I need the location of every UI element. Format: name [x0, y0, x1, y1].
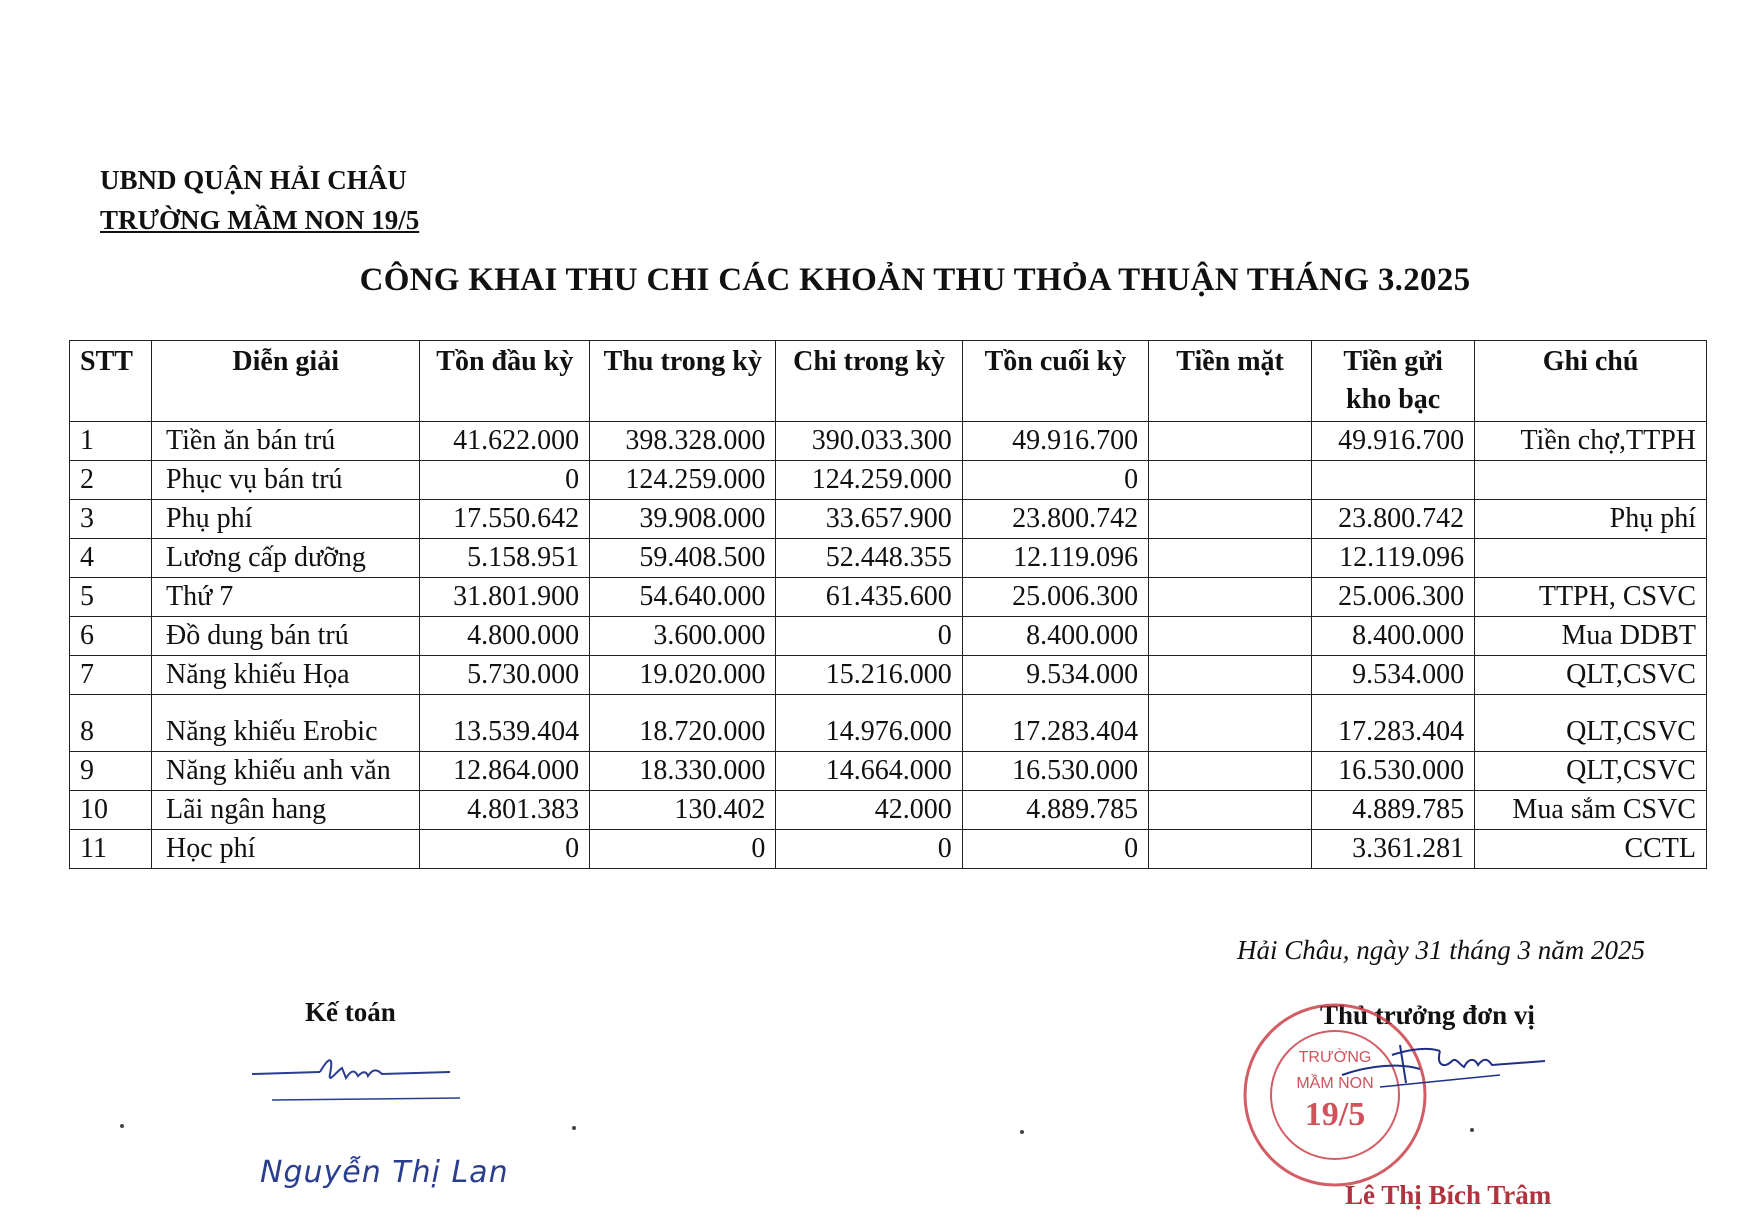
chief-title: Thủ trưởng đơn vị — [1320, 1000, 1535, 1030]
row-description-cell: Đồ dung bán trú — [152, 617, 420, 656]
receipts-cell: 18.330.000 — [590, 752, 776, 791]
note-cell: Mua DDBT — [1475, 617, 1707, 656]
school-name: TRƯỜNG MẦM NON 19/5 — [100, 205, 420, 235]
closing-balance-cell: 12.119.096 — [962, 539, 1148, 578]
closing-balance-cell: 0 — [962, 461, 1148, 500]
cash-cell — [1149, 830, 1312, 869]
row-index-cell: 8 — [70, 695, 152, 752]
note-cell: Phụ phí — [1475, 500, 1707, 539]
expenses-cell: 61.435.600 — [776, 578, 962, 617]
closing-balance-cell: 17.283.404 — [962, 695, 1148, 752]
receipts-cell: 59.408.500 — [590, 539, 776, 578]
receipts-cell: 18.720.000 — [590, 695, 776, 752]
cash-cell — [1149, 461, 1312, 500]
receipts-cell: 19.020.000 — [590, 656, 776, 695]
header-opening-balance: Tồn đầu kỳ — [420, 341, 590, 422]
table-row — [70, 791, 1707, 830]
opening-balance-cell: 13.539.404 — [420, 695, 590, 752]
opening-balance-cell: 12.864.000 — [420, 752, 590, 791]
closing-balance-cell: 9.534.000 — [962, 656, 1148, 695]
cash-cell — [1149, 539, 1312, 578]
row-index-cell: 4 — [70, 539, 152, 578]
row-description-cell: Lãi ngân hang — [152, 791, 420, 830]
treasury-deposit-cell: 25.006.300 — [1312, 578, 1475, 617]
table-row — [70, 830, 1707, 869]
table-body — [70, 422, 1707, 869]
scan-dot — [572, 1126, 576, 1130]
table-row — [70, 578, 1707, 617]
table-header-row — [70, 341, 1707, 422]
receipts-cell: 3.600.000 — [590, 617, 776, 656]
row-description-cell: Năng khiếu anh văn — [152, 752, 420, 791]
opening-balance-cell: 31.801.900 — [420, 578, 590, 617]
receipts-cell: 54.640.000 — [590, 578, 776, 617]
table-row — [70, 752, 1707, 791]
table-row — [70, 422, 1707, 461]
expenses-cell: 33.657.900 — [776, 500, 962, 539]
opening-balance-cell: 0 — [420, 461, 590, 500]
document-title: CÔNG KHAI THU CHI CÁC KHOẢN THU THỎA THUẬN THÁNG 3.2025 — [359, 262, 1471, 298]
chief-name: Lê Thị Bích Trâm — [1345, 1180, 1552, 1210]
header-treasury-deposit: Tiền gửi kho bạc — [1312, 341, 1475, 422]
row-index-cell: 7 — [70, 656, 152, 695]
expenses-cell: 14.976.000 — [776, 695, 962, 752]
opening-balance-cell: 4.801.383 — [420, 791, 590, 830]
accountant-signature — [250, 1050, 470, 1110]
treasury-deposit-cell: 8.400.000 — [1312, 617, 1475, 656]
treasury-deposit-cell: 3.361.281 — [1312, 830, 1475, 869]
row-description-cell: Học phí — [152, 830, 420, 869]
expenses-cell: 14.664.000 — [776, 752, 962, 791]
row-description-cell: Phụ phí — [152, 500, 420, 539]
organization-header — [100, 160, 419, 240]
row-index-cell: 3 — [70, 500, 152, 539]
header-closing-balance: Tồn cuối kỳ — [962, 341, 1148, 422]
scan-dot — [120, 1124, 124, 1128]
row-index-cell: 10 — [70, 791, 152, 830]
treasury-deposit-cell: 17.283.404 — [1312, 695, 1475, 752]
expenses-cell: 42.000 — [776, 791, 962, 830]
note-cell: Mua sắm CSVC — [1475, 791, 1707, 830]
cash-cell — [1149, 500, 1312, 539]
accountant-title: Kế toán — [305, 997, 396, 1027]
opening-balance-cell: 5.158.951 — [420, 539, 590, 578]
row-description-cell: Năng khiếu Họa — [152, 656, 420, 695]
cash-cell — [1149, 752, 1312, 791]
table-row — [70, 461, 1707, 500]
receipts-cell: 130.402 — [590, 791, 776, 830]
date-line: Hải Châu, ngày 31 tháng 3 năm 2025 — [1237, 935, 1645, 965]
row-index-cell: 11 — [70, 830, 152, 869]
note-cell: QLT,CSVC — [1475, 695, 1707, 752]
treasury-deposit-cell: 49.916.700 — [1312, 422, 1475, 461]
table-row — [70, 695, 1707, 752]
expenses-cell: 52.448.355 — [776, 539, 962, 578]
expenses-cell: 0 — [776, 830, 962, 869]
cash-cell — [1149, 422, 1312, 461]
expenses-cell: 390.033.300 — [776, 422, 962, 461]
note-cell: QLT,CSVC — [1475, 656, 1707, 695]
row-description-cell: Tiền ăn bán trú — [152, 422, 420, 461]
treasury-deposit-cell: 12.119.096 — [1312, 539, 1475, 578]
note-cell: TTPH, CSVC — [1475, 578, 1707, 617]
expenses-cell: 0 — [776, 617, 962, 656]
closing-balance-cell: 4.889.785 — [962, 791, 1148, 830]
receipts-cell: 39.908.000 — [590, 500, 776, 539]
chief-signature — [1340, 1035, 1550, 1105]
closing-balance-cell: 49.916.700 — [962, 422, 1148, 461]
header-cash: Tiền mặt — [1149, 341, 1312, 422]
row-index-cell: 5 — [70, 578, 152, 617]
receipts-cell: 124.259.000 — [590, 461, 776, 500]
treasury-deposit-cell: 16.530.000 — [1312, 752, 1475, 791]
scan-dot — [1020, 1130, 1024, 1134]
closing-balance-cell: 0 — [962, 830, 1148, 869]
header-notes: Ghi chú — [1475, 341, 1707, 422]
cash-cell — [1149, 695, 1312, 752]
note-cell: CCTL — [1475, 830, 1707, 869]
row-description-cell: Phục vụ bán trú — [152, 461, 420, 500]
row-index-cell: 1 — [70, 422, 152, 461]
treasury-deposit-cell: 4.889.785 — [1312, 791, 1475, 830]
receipts-cell: 0 — [590, 830, 776, 869]
expenses-cell: 124.259.000 — [776, 461, 962, 500]
header-description: Diễn giải — [152, 341, 420, 422]
row-index-cell: 2 — [70, 461, 152, 500]
opening-balance-cell: 5.730.000 — [420, 656, 590, 695]
note-cell: QLT,CSVC — [1475, 752, 1707, 791]
stamp-number: 19/5 — [1304, 1096, 1366, 1133]
accountant-name: Nguyễn Thị Lan — [260, 1155, 509, 1190]
row-index-cell: 6 — [70, 617, 152, 656]
cash-cell — [1149, 791, 1312, 830]
authority-name: UBND QUẬN HẢI CHÂU — [100, 165, 407, 195]
header-stt: STT — [70, 341, 152, 422]
treasury-deposit-cell — [1312, 461, 1475, 500]
header-expenses: Chi trong kỳ — [776, 341, 962, 422]
stamp-top-text: TRƯỜNG — [1298, 1049, 1372, 1066]
closing-balance-cell: 16.530.000 — [962, 752, 1148, 791]
receipts-cell: 398.328.000 — [590, 422, 776, 461]
opening-balance-cell: 0 — [420, 830, 590, 869]
treasury-deposit-cell: 23.800.742 — [1312, 500, 1475, 539]
table-row — [70, 539, 1707, 578]
note-cell — [1475, 461, 1707, 500]
table-row — [70, 500, 1707, 539]
treasury-deposit-cell: 9.534.000 — [1312, 656, 1475, 695]
finance-table — [69, 340, 1707, 869]
row-description-cell: Thứ 7 — [152, 578, 420, 617]
opening-balance-cell: 17.550.642 — [420, 500, 590, 539]
opening-balance-cell: 4.800.000 — [420, 617, 590, 656]
cash-cell — [1149, 617, 1312, 656]
table-row — [70, 617, 1707, 656]
row-description-cell: Năng khiếu Erobic — [152, 695, 420, 752]
closing-balance-cell: 23.800.742 — [962, 500, 1148, 539]
expenses-cell: 15.216.000 — [776, 656, 962, 695]
note-cell: Tiền chợ,TTPH — [1475, 422, 1707, 461]
cash-cell — [1149, 578, 1312, 617]
note-cell — [1475, 539, 1707, 578]
row-index-cell: 9 — [70, 752, 152, 791]
stamp-middle-text: MẦM NON — [1296, 1075, 1374, 1092]
opening-balance-cell: 41.622.000 — [420, 422, 590, 461]
scan-dot — [1470, 1128, 1474, 1132]
row-description-cell: Lương cấp dưỡng — [152, 539, 420, 578]
closing-balance-cell: 25.006.300 — [962, 578, 1148, 617]
cash-cell — [1149, 656, 1312, 695]
closing-balance-cell: 8.400.000 — [962, 617, 1148, 656]
header-receipts: Thu trong kỳ — [590, 341, 776, 422]
table-row — [70, 656, 1707, 695]
